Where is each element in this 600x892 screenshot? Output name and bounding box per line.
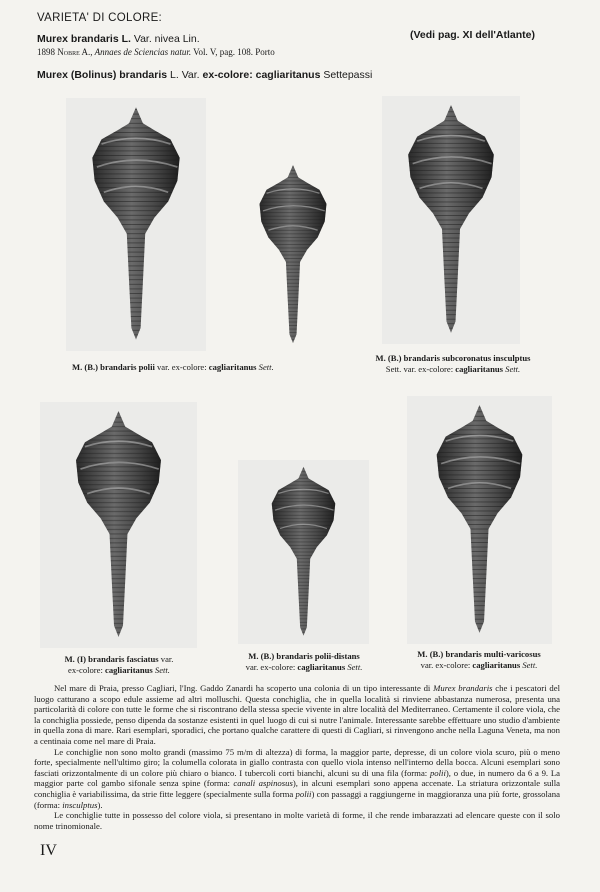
species-title-2-bold: Murex (Bolinus) brandaris (37, 69, 168, 81)
caption-1-it: Sett. (256, 362, 274, 372)
p1-italic: Murex brandaris (433, 683, 493, 693)
p2-b: ), o due, in numero da 6 a 9. La maggior parte col gambo sifonale senza spine (forma: (34, 767, 561, 789)
species-title-2-rest: Settepassi (320, 69, 373, 81)
p1-b: che i pescatori del luogo catturano a scopo edule assieme ad altri molluschi. Questa conchiglia, che in quella località si rinviene abbastanza numerosa, presenta una particolarità di colore con tutte le forme che si riscontrano della stessa specie vivente in altre località del Mediterraneo. Certamente il colore viola, che la conchiglia possiede, penso dipenda da sostanze esistenti in quel luogo di cui si nutre l'animale. Interessante sarebbe effettuare uno studio d'ambiente in quella zona di mare. Rari esemplari, sporadici, che portano qualche carattere di questi di Cagliari, si rinvengono anche nella Laguna Veneta, ma non a centinaia come nel mare di Praia. (34, 683, 560, 746)
p2-a: Le conchiglie non sono molto grandi (massimo 75 m/m di altezza) di forma, la maggior parte, depresse, di un colore viola scuro, più o meno forte, specialmente nell'ultimo giro; la columella colorata in giallo contrasta con quello viola intenso nell'interno della bocca. Alcuni esemplari sono fasciati orizzontalmente di un colore più chiaro o bianco. I tubercoli corti bianchi, alcuni su di una fila (forma: (34, 746, 560, 778)
caption-3-line2 (358, 364, 548, 375)
section-heading: VARIETA' DI COLORE: (37, 12, 163, 24)
caption-5-pre: var. ex-colore: (245, 661, 298, 672)
caption-1-pre: var. ex-colore: (157, 362, 209, 372)
citation-year: 1898 (37, 47, 58, 57)
citation-journal: Annaes de Sciencias natur. (92, 47, 192, 57)
shell-photo-5 (238, 460, 369, 644)
caption-4-bold: cagliaritanus (105, 664, 153, 675)
caption-1-bold: cagliaritanus (208, 362, 257, 372)
p2-it3: polii (295, 788, 312, 799)
paragraph-3: Le conchiglie tutte in possesso del colore viola, si presentano in molte varietà di forme, il che rende imbarazzati ad elencare queste con il solo nome trinomionale. (34, 810, 560, 831)
species-title-1-bold: Murex brandaris L. (37, 33, 131, 45)
page-number: IV (40, 842, 57, 859)
caption-4-line2 (44, 665, 194, 676)
caption-1-name: M. (B.) brandaris polii (72, 362, 155, 372)
shell-photo-3 (382, 96, 520, 344)
paragraph-2 (34, 747, 560, 811)
shell-photo-1 (66, 98, 206, 351)
caption-3-it: Sett. (503, 363, 521, 374)
caption-6-name: M. (B.) brandaris multi-varicosus (417, 649, 541, 659)
caption-6-it: Sett. (520, 659, 538, 670)
caption-4-line1 (44, 654, 194, 665)
shell-photo-2 (244, 158, 342, 352)
atlas-reference: (Vedi pag. XI dell'Atlante) (410, 29, 536, 41)
caption-4-it: Sett. (152, 664, 170, 675)
caption-1 (72, 362, 282, 373)
citation-author: Nobre A., (57, 47, 93, 57)
species-title-2-bold2: ex-colore: cagliaritanus (202, 69, 321, 81)
species-title-2-l: L. Var. (167, 69, 203, 81)
p2-it1: polii (429, 767, 446, 778)
caption-3-name: M. (B.) brandaris subcoronatus insculptus (375, 353, 531, 363)
caption-5-line2 (224, 662, 384, 673)
caption-5 (224, 651, 384, 672)
shell-photo-4 (40, 402, 197, 648)
caption-5-it: Sett. (345, 661, 363, 672)
shell-photo-6 (407, 396, 552, 644)
caption-5-name: M. (B.) brandaris polii-distans (248, 651, 360, 661)
species-title-1 (37, 33, 200, 45)
caption-6 (398, 649, 560, 670)
p2-it2: canali aspinosus (233, 778, 293, 789)
caption-6-pre: var. ex-colore: (420, 659, 473, 670)
p1-a: Nel mare di Praia, presso Cagliari, l'Ing. Gaddo Zanardi ha scoperto una colonia di un tipo interessante di (54, 683, 434, 693)
p2-e: ). (97, 799, 103, 810)
citation-rest: Vol. V, pag. 108. Porto (191, 47, 275, 57)
caption-6-bold: cagliaritanus (472, 659, 521, 670)
body-text (34, 683, 560, 831)
caption-4 (44, 654, 194, 675)
caption-3 (358, 353, 548, 374)
caption-4-suffix: var. (158, 654, 174, 664)
species-title-2 (37, 69, 372, 81)
caption-3-pre: Sett. var. ex-colore: (385, 363, 456, 374)
species-title-1-rest: Var. nivea Lin. (130, 33, 200, 45)
paragraph-1 (34, 683, 560, 747)
p2-c: ), in alcuni esemplari sono appena accenate. La striatura orizzontale sulla conchiglia è variabilissima, da strie fitte leggere (specialmente sulla forma (34, 778, 560, 799)
p2-it4: insculptus (62, 799, 98, 810)
caption-3-bold: cagliaritanus (455, 363, 503, 374)
caption-4-pre: ex-colore: (68, 664, 106, 675)
caption-6-line2 (398, 660, 560, 671)
p2-d: ) con passaggi a raggiungerne in maggioranza una più forte, grossolana (forma: (34, 788, 560, 810)
citation (37, 47, 275, 57)
caption-4-name: M. (I) brandaris fasciatus (64, 654, 159, 664)
caption-5-bold: cagliaritanus (297, 661, 346, 672)
